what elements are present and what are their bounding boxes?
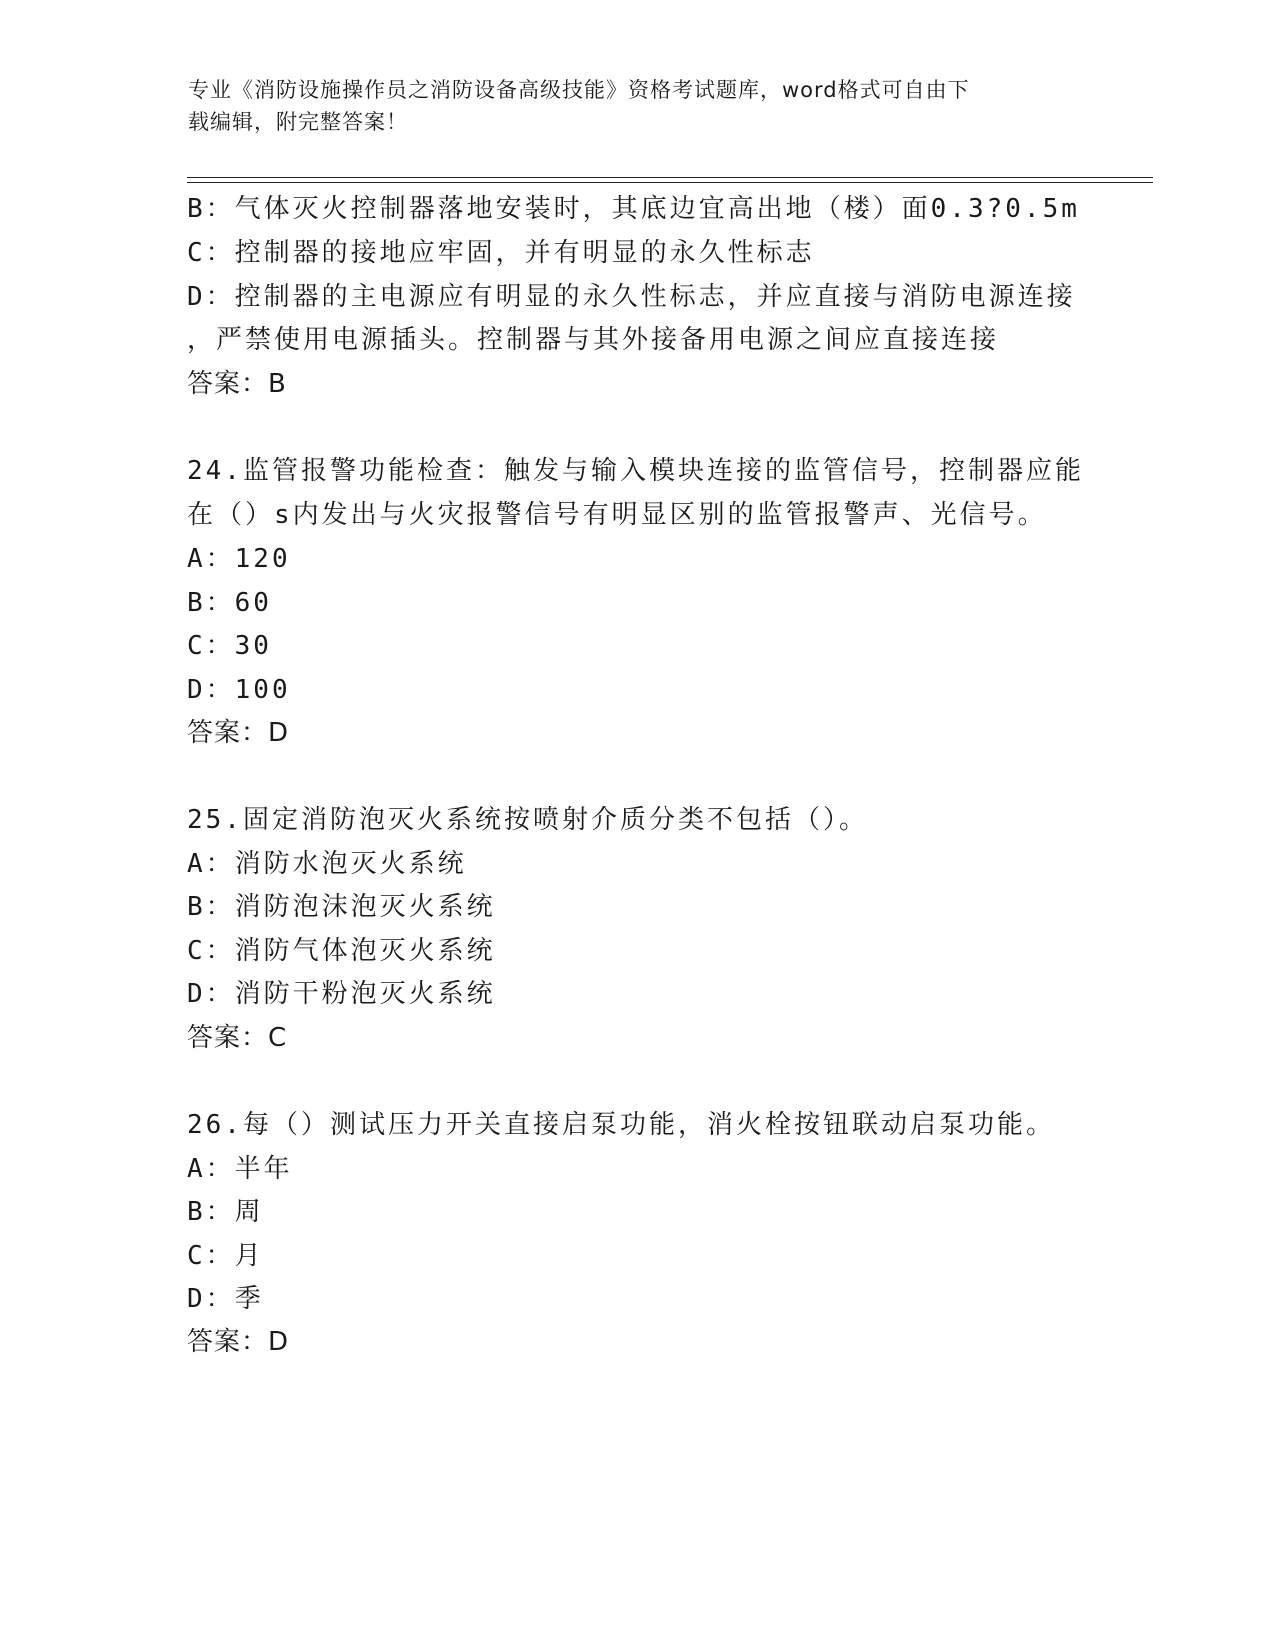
q24-option-a: A：120 xyxy=(187,544,291,574)
q24-option-b: B：60 xyxy=(187,588,272,618)
header-line-2: 载编辑，附完整答案！ xyxy=(188,110,408,134)
q24-option-c: C：30 xyxy=(187,631,272,661)
header-line-1: 专业《消防设施操作员之消防设备高级技能》资格考试题库，word格式可自由下 xyxy=(188,78,970,102)
prev-option-c: C：控制器的接地应牢固，并有明显的永久性标志 xyxy=(187,238,815,268)
q24-answer: 答案：D xyxy=(187,718,290,748)
q25-option-c: C：消防气体泡灭火系统 xyxy=(187,936,496,966)
q26-option-c: C：月 xyxy=(187,1241,264,1271)
q24-option-d: D：100 xyxy=(187,675,291,705)
q26-option-a: A：半年 xyxy=(187,1154,293,1184)
q25-stem: 25.固定消防泡灭火系统按喷射介质分类不包括（）。 xyxy=(187,805,868,835)
prev-answer: 答案：B xyxy=(187,369,287,399)
q25-answer: 答案：C xyxy=(187,1023,288,1053)
q24-stem-line-2: 在（）s内发出与火灾报警信号有明显区别的监管报警声、光信号。 xyxy=(187,500,1047,530)
q26-option-b: B：周 xyxy=(187,1197,264,1227)
q26-option-d: D：季 xyxy=(187,1284,264,1314)
header-divider-top xyxy=(187,177,1153,178)
prev-option-d-line-2: ，严禁使用电源插头。控制器与其外接备用电源之间应直接连接 xyxy=(187,325,1000,355)
header-divider-bottom xyxy=(187,182,1153,183)
document-header xyxy=(188,74,1068,138)
prev-option-d-line-1: D：控制器的主电源应有明显的永久性标志，并应直接与消防电源连接 xyxy=(187,282,1076,312)
q25-option-b: B：消防泡沫泡灭火系统 xyxy=(187,892,496,922)
q24-stem-line-1: 24.监管报警功能检查：触发与输入模块连接的监管信号，控制器应能 xyxy=(187,456,1084,486)
prev-option-b: B：气体灭火控制器落地安装时，其底边宜高出地（楼）面0.3?0.5m xyxy=(187,194,1080,224)
q25-option-d: D：消防干粉泡灭火系统 xyxy=(187,979,496,1009)
q25-option-a: A：消防水泡灭火系统 xyxy=(187,849,467,879)
q26-answer: 答案：D xyxy=(187,1327,290,1357)
q26-stem: 26.每（）测试压力开关直接启泵功能，消火栓按钮联动启泵功能。 xyxy=(187,1110,1055,1140)
